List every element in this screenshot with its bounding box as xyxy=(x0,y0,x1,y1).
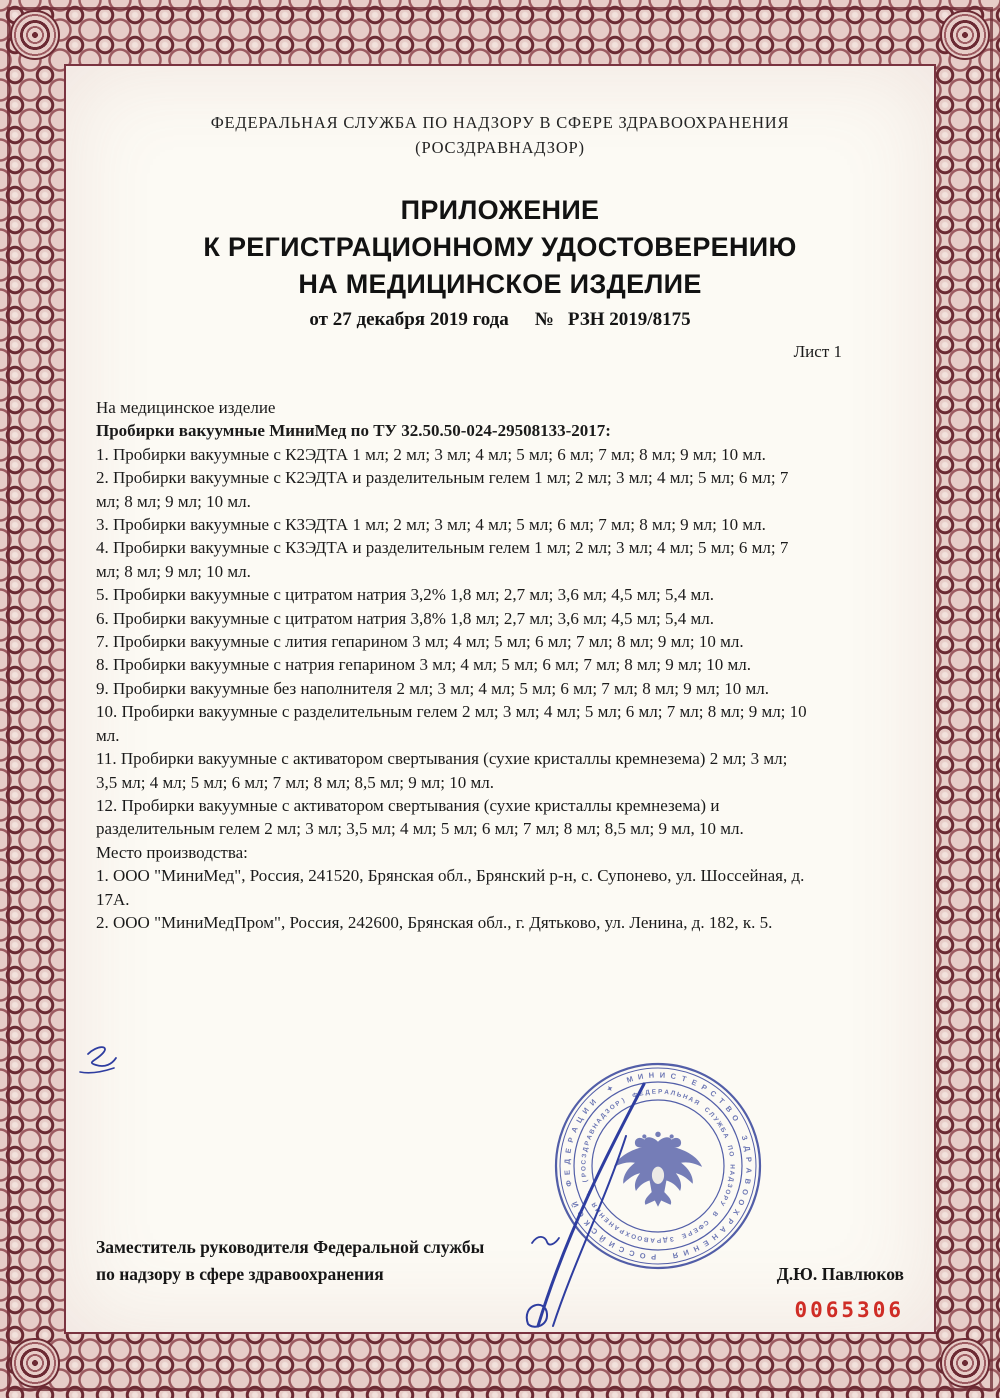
number-sign: № xyxy=(534,309,554,330)
date-number-line xyxy=(66,309,934,331)
corner-rosette xyxy=(940,10,990,60)
title-line-3: НА МЕДИЦИНСКОЕ ИЗДЕЛИЕ xyxy=(298,269,702,299)
list-item: 3. Пробирки вакуумные с КЗЭДТА 1 мл; 2 мл; 3 мл; 4 мл; 5 мл; 6 мл; 7 мл; 8 мл; 9 мл; 10 мл. xyxy=(96,515,766,535)
agency-short-name: (РОСЗДРАВНАДЗОР) xyxy=(415,138,585,157)
sheet-number: Лист 1 xyxy=(793,342,842,361)
official-stamp xyxy=(553,1061,763,1271)
signer-title-line-1: Заместитель руководителя Федеральной службы xyxy=(96,1237,485,1257)
corner-rosette xyxy=(940,1338,990,1388)
certificate-paper xyxy=(64,64,936,1334)
list-item: 5. Пробирки вакуумные с цитратом натрия 3,2% 1,8 мл; 2,7 мл; 3,6 мл; 4,5 мл; 5,4 мл. xyxy=(96,585,714,605)
list-item: 10. Пробирки вакуумные с разделительным гелем 2 мл; 3 мл; 4 мл; 5 мл; 6 мл; 7 мл; 8 мл; 9 мл; 10 мл. xyxy=(96,702,807,745)
document-title xyxy=(66,192,934,303)
signer-title xyxy=(96,1234,484,1288)
list-item: 12. Пробирки вакуумные с активатором свертывания (сухие кристаллы кремнезема) и разделительным гелем 2 мл; 3 мл; 3,5 мл; 4 мл; 5 мл; 6 мл; 7 мл; 8 мл; 8,5 мл; 9 мл, 10 мл. xyxy=(96,795,744,839)
list-item: 8. Пробирки вакуумные с натрия гепарином 3 мл; 4 мл; 5 мл; 6 мл; 7 мл; 8 мл; 9 мл; 10 мл. xyxy=(96,655,751,675)
agency-header xyxy=(66,110,934,160)
title-line-2: К РЕГИСТРАЦИОННОМУ УДОСТОВЕРЕНИЮ xyxy=(203,232,797,262)
stamp-circular-text: М И Н И С Т Е Р С Т В О З Д Р А В О О Х Р А Н Е Н И Я Р О С С И Й С К О Й Ф Е Д Е Р А Ц И И ✦ Ф Е Д Е Р А Л Ь Н А Я С Л У Ж Б А П О Н А Д З О Р У В С Ф Е Р Е З Д Р А В О О Х Р А Н Е Н И Я ✦ ( Р О С З Д Р А В Н А Д З О Р ) xyxy=(562,1070,754,1262)
form-number: 0065306 xyxy=(794,1298,904,1322)
corner-rosette xyxy=(10,10,60,60)
list-item: 11. Пробирки вакуумные с активатором свертывания (сухие кристаллы кремнезема) 2 мл; 3 мл; 3,5 мл; 4 мл; 5 мл; 6 мл; 7 мл; 8 мл; 8,5 мл; 9 мл; 10 мл. xyxy=(96,749,788,792)
intro-line: На медицинское изделие xyxy=(96,398,276,417)
production-site: 2. ООО "МиниМедПром", Россия, 242600, Брянская обл., г. Дятьково, ул. Ленина, д. 182, к. 5. xyxy=(96,912,773,932)
signer-name: Д.Ю. Павлюков xyxy=(776,1264,904,1284)
production-site: 1. ООО "МиниМед", Россия, 241520, Брянская обл., Брянский р-н, с. Супонево, ул. Шоссейная, д. 17А. xyxy=(96,866,805,909)
signature-block xyxy=(96,1234,904,1288)
list-item: 6. Пробирки вакуумные с цитратом натрия 3,8% 1,8 мл; 2,7 мл; 3,6 мл; 4,5 мл; 5,4 мл. xyxy=(96,608,714,628)
title-line-1: ПРИЛОЖЕНИЕ xyxy=(400,195,600,225)
list-item: 2. Пробирки вакуумные с К2ЭДТА и разделительным гелем 1 мл; 2 мл; 3 мл; 4 мл; 5 мл; 6 мл; 7 мл; 8 мл; 9 мл; 10 мл. xyxy=(96,468,789,511)
list-item: 9. Пробирки вакуумные без наполнителя 2 мл; 3 мл; 4 мл; 5 мл; 6 мл; 7 мл; 8 мл; 9 мл; 10 мл. xyxy=(96,678,769,698)
date-value: 27 декабря 2019 года xyxy=(332,309,509,330)
corner-rosette xyxy=(10,1338,60,1388)
registration-number: РЗН 2019/8175 xyxy=(567,309,691,330)
document-body xyxy=(96,396,810,934)
date-prefix: от xyxy=(309,309,329,330)
production-heading: Место производства: xyxy=(96,842,248,862)
list-item: 7. Пробирки вакуумные с лития гепарином 3 мл; 4 мл; 5 мл; 6 мл; 7 мл; 8 мл; 9 мл; 10 мл. xyxy=(96,632,744,652)
list-item: 4. Пробирки вакуумные с КЗЭДТА и разделительным гелем 1 мл; 2 мл; 3 мл; 4 мл; 5 мл; 6 мл; 7 мл; 8 мл; 9 мл; 10 мл. xyxy=(96,538,789,581)
agency-name: ФЕДЕРАЛЬНАЯ СЛУЖБА ПО НАДЗОРУ В СФЕРЕ ЗДРАВООХРАНЕНИЯ xyxy=(210,113,790,132)
signer-title-line-2: по надзору в сфере здравоохранения xyxy=(96,1264,384,1284)
list-item: 1. Пробирки вакуумные с К2ЭДТА 1 мл; 2 мл; 3 мл; 4 мл; 5 мл; 6 мл; 7 мл; 8 мл; 9 мл; 10 мл. xyxy=(96,444,766,464)
product-title: Пробирки вакуумные МиниМед по ТУ 32.50.50-024-29508133-2017: xyxy=(96,421,611,441)
